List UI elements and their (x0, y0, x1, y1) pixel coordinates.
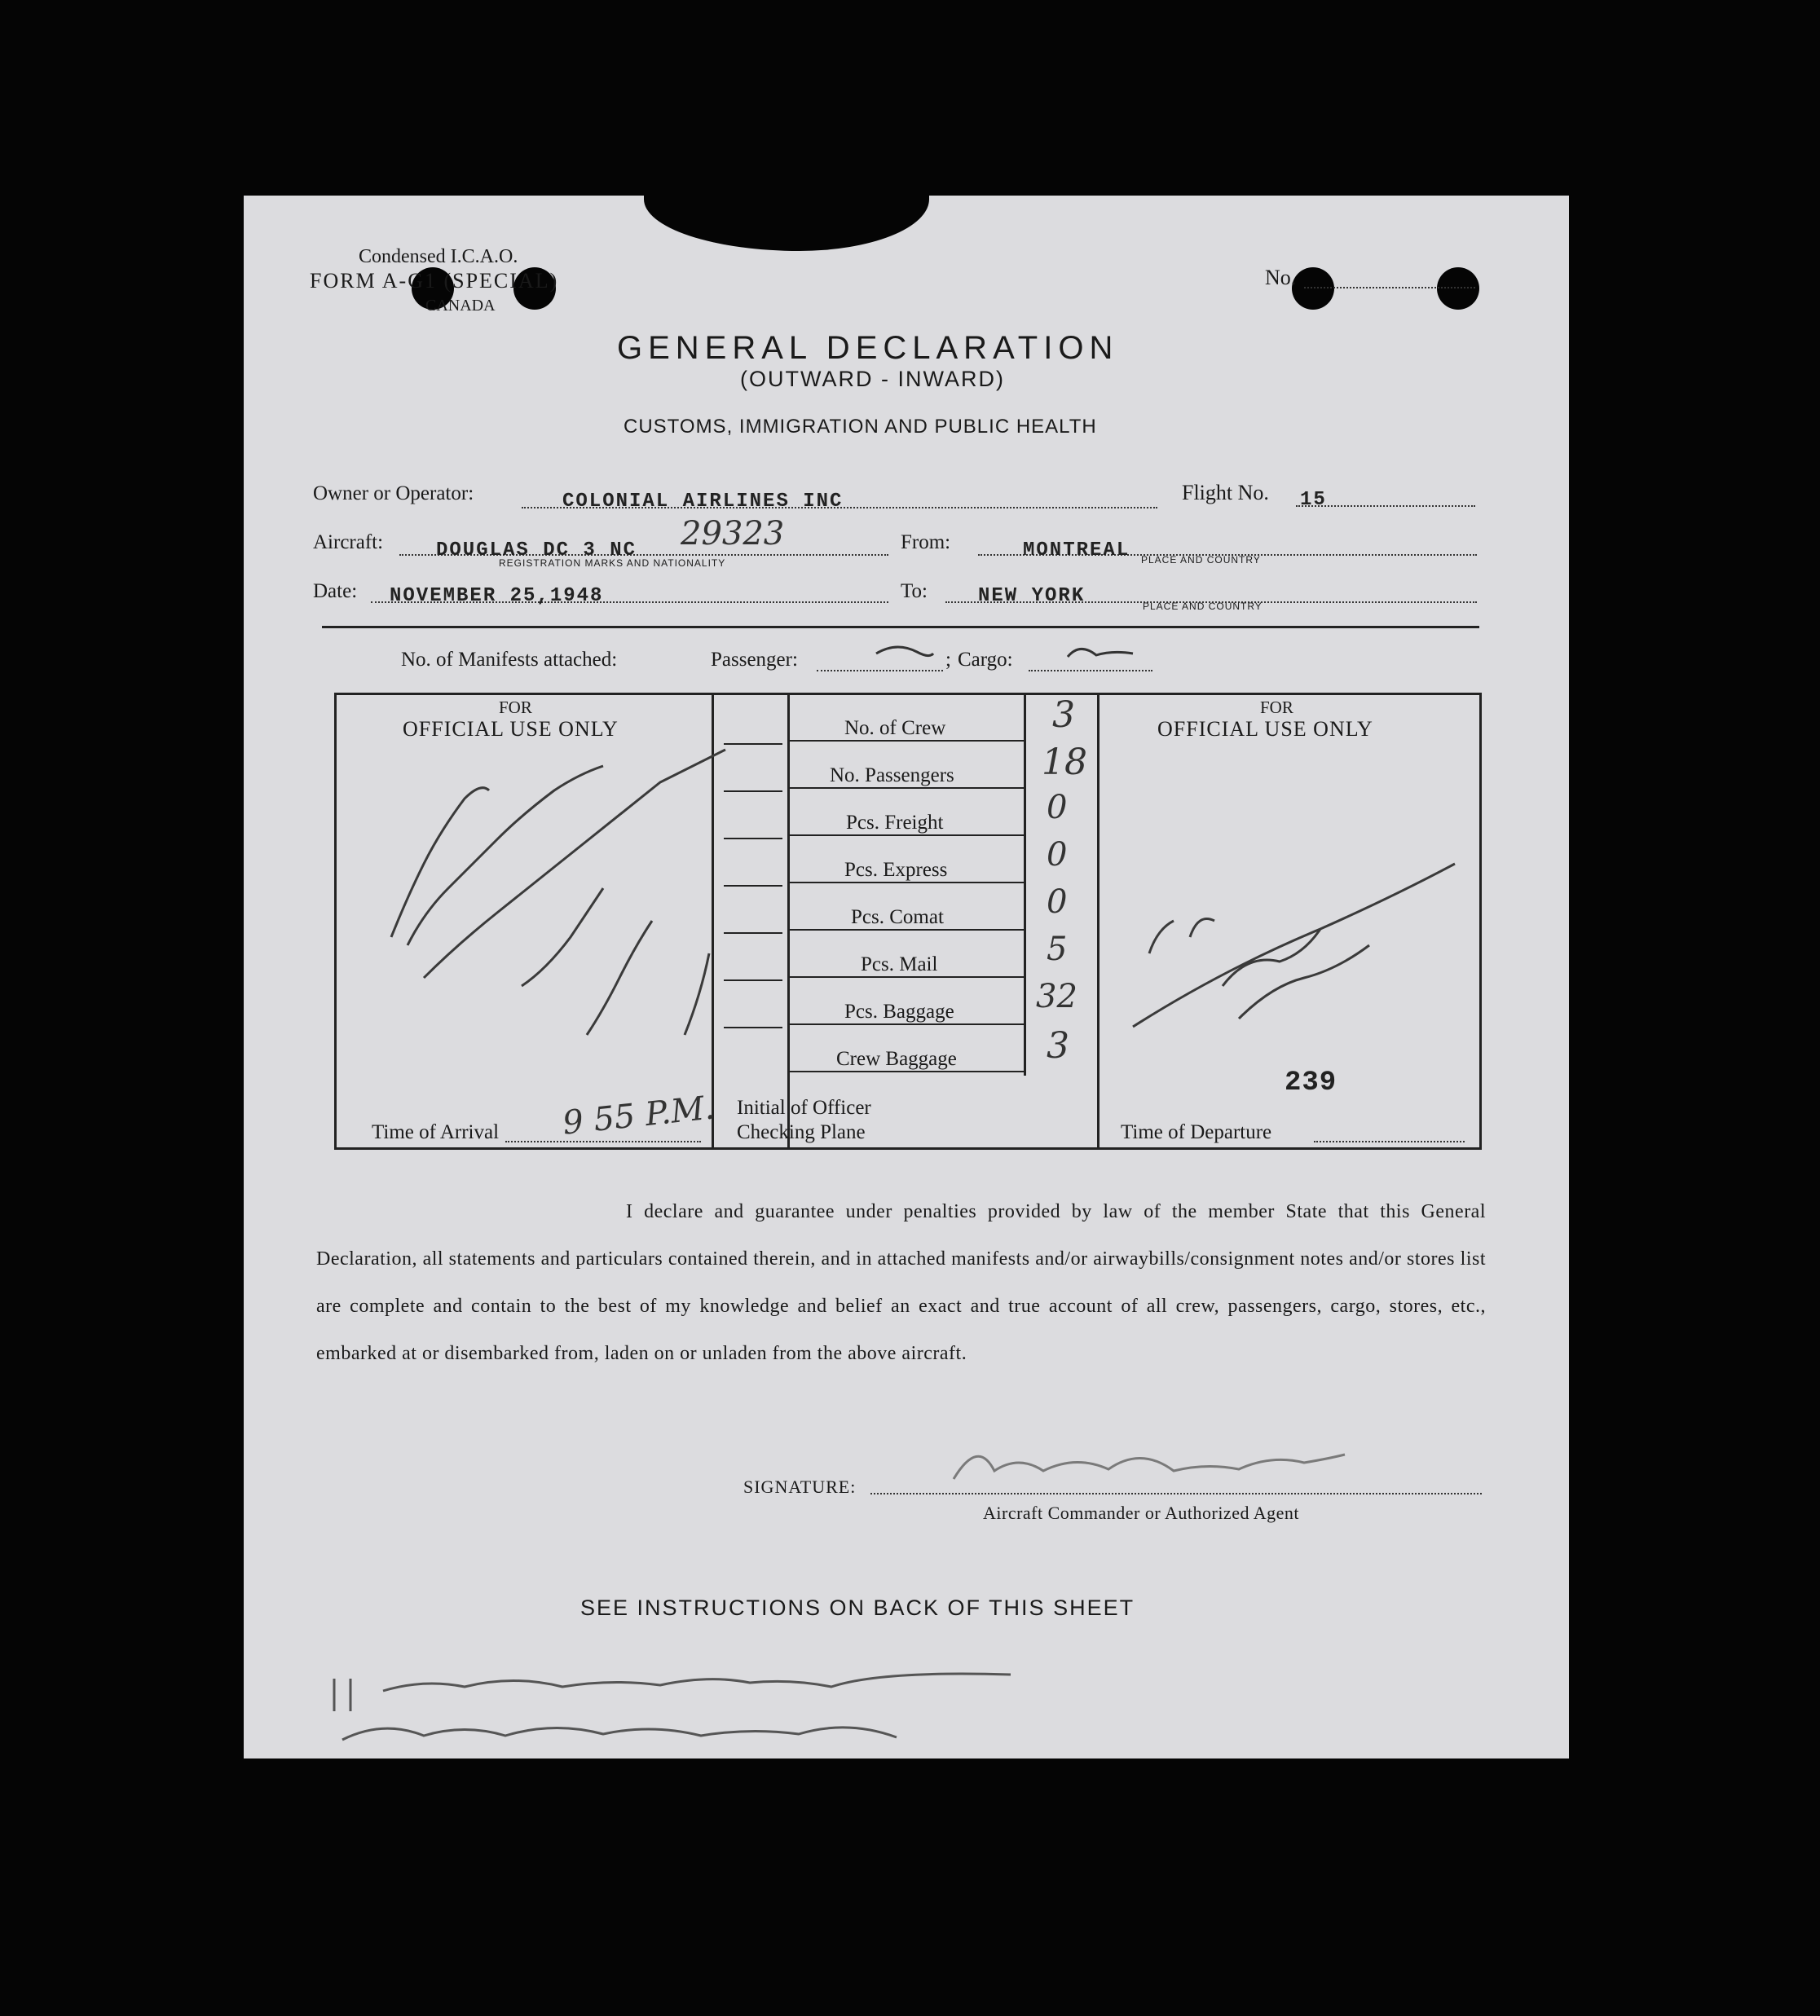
arrival-label: Time of Arrival (372, 1121, 500, 1143)
count-row (787, 1023, 1024, 1072)
officer-initial-line1: Initial of Officer (737, 1097, 871, 1119)
date-label: Date: (313, 580, 358, 602)
count-row (787, 740, 1024, 789)
handwritten-fuel-note (326, 1662, 1027, 1760)
punch-hole (1292, 267, 1334, 310)
owner-label: Owner or Operator: (313, 482, 474, 504)
handwritten-immigration-note (359, 733, 799, 1043)
cargo-manifest-mark (1064, 639, 1137, 668)
count-label: Pcs. Mail (861, 953, 938, 975)
aircraft-value: DOUGLAS DC 3 NC (436, 539, 637, 561)
official-right-title: OFFICIAL USE ONLY (1157, 717, 1373, 741)
aircraft-handwritten: 29323 (681, 515, 785, 552)
stamp-number: 239 (1285, 1067, 1337, 1098)
official-right-for: FOR (1260, 698, 1293, 717)
count-value: 18 (1042, 742, 1087, 783)
count-row (787, 929, 1024, 978)
to-value: NEW YORK (978, 585, 1086, 607)
header-rule (322, 626, 1479, 628)
signature-scribble (945, 1422, 1353, 1495)
declaration-text: I declare and guarantee under penalties provided by law of the member State that this General Declaration, all statements and particulars contained therein, and in attached manifests and/or airwaybills/consignment notes and/or stores list are complete and contain to the best of my knowledge and belief an exact and true account of all crew, passengers, cargo, stores, etc., embarked at or disembarked from, laden on or unladen from the above aircraft. (316, 1201, 1486, 1364)
count-label: Pcs. Express (844, 859, 948, 881)
page-subtitle: (OUTWARD - INWARD) (740, 367, 1005, 391)
page-title: GENERAL DECLARATION (617, 330, 1119, 366)
count-value: 0 (1047, 883, 1068, 921)
count-label: Pcs. Comat (851, 906, 944, 928)
form-id-line1: Condensed I.C.A.O. (359, 246, 518, 267)
official-left-title: OFFICIAL USE ONLY (403, 717, 619, 741)
count-value: 32 (1036, 978, 1077, 1015)
flight-label: Flight No. (1182, 481, 1269, 504)
manifest-passenger-label: Passenger: (711, 649, 798, 671)
from-value: MONTREAL (1023, 539, 1130, 561)
from-place-caption: PLACE AND COUNTRY (1141, 554, 1261, 566)
count-row (787, 693, 1024, 742)
count-label: No. of Crew (844, 717, 946, 739)
signature-caption: Aircraft Commander or Authorized Agent (983, 1503, 1300, 1523)
serial-no-label: No. (1265, 266, 1297, 289)
manifest-semicolon: ; (945, 649, 951, 671)
count-value: 0 (1047, 789, 1068, 826)
count-label: No. Passengers (830, 764, 954, 786)
count-value: 0 (1047, 836, 1068, 874)
count-row (787, 882, 1024, 931)
form-id-line2: FORM A-G1 (SPECIAL) (310, 269, 559, 293)
punch-hole (1437, 267, 1479, 310)
count-row (787, 834, 1024, 883)
official-left-for: FOR (499, 698, 532, 717)
owner-value: COLONIAL AIRLINES INC (562, 491, 844, 513)
count-label: Pcs. Freight (846, 812, 944, 834)
count-value: 3 (1052, 694, 1075, 736)
date-value: NOVEMBER 25,1948 (390, 585, 604, 607)
count-label: Pcs. Baggage (844, 1001, 954, 1023)
flight-value: 15 (1300, 489, 1327, 511)
officer-initial-line2: Checking Plane (737, 1121, 866, 1143)
to-place-caption: PLACE AND COUNTRY (1143, 601, 1263, 612)
from-label: From: (901, 531, 951, 553)
count-row (787, 976, 1024, 1025)
count-label: Crew Baggage (836, 1048, 957, 1070)
to-label: To: (901, 580, 928, 602)
manifests-label: No. of Manifests attached: (401, 649, 618, 671)
aircraft-label: Aircraft: (313, 531, 384, 553)
passenger-manifest-mark (872, 637, 937, 670)
handwritten-customs-note (1125, 847, 1467, 1035)
count-value: 5 (1047, 931, 1068, 968)
registration-caption: REGISTRATION MARKS AND NATIONALITY (499, 557, 726, 569)
count-row (787, 787, 1024, 836)
form-id-line3: CANADA (425, 297, 496, 315)
section-heading: CUSTOMS, IMMIGRATION AND PUBLIC HEALTH (624, 416, 1097, 438)
count-value: 3 (1047, 1025, 1069, 1067)
signature-label: SIGNATURE: (743, 1477, 857, 1497)
manifest-cargo-label: Cargo: (958, 649, 1013, 671)
footer-instructions: SEE INSTRUCTIONS ON BACK OF THIS SHEET (580, 1596, 1135, 1620)
arrival-value: 9 55 P.M. (561, 1089, 716, 1142)
departure-label: Time of Departure (1121, 1121, 1272, 1143)
